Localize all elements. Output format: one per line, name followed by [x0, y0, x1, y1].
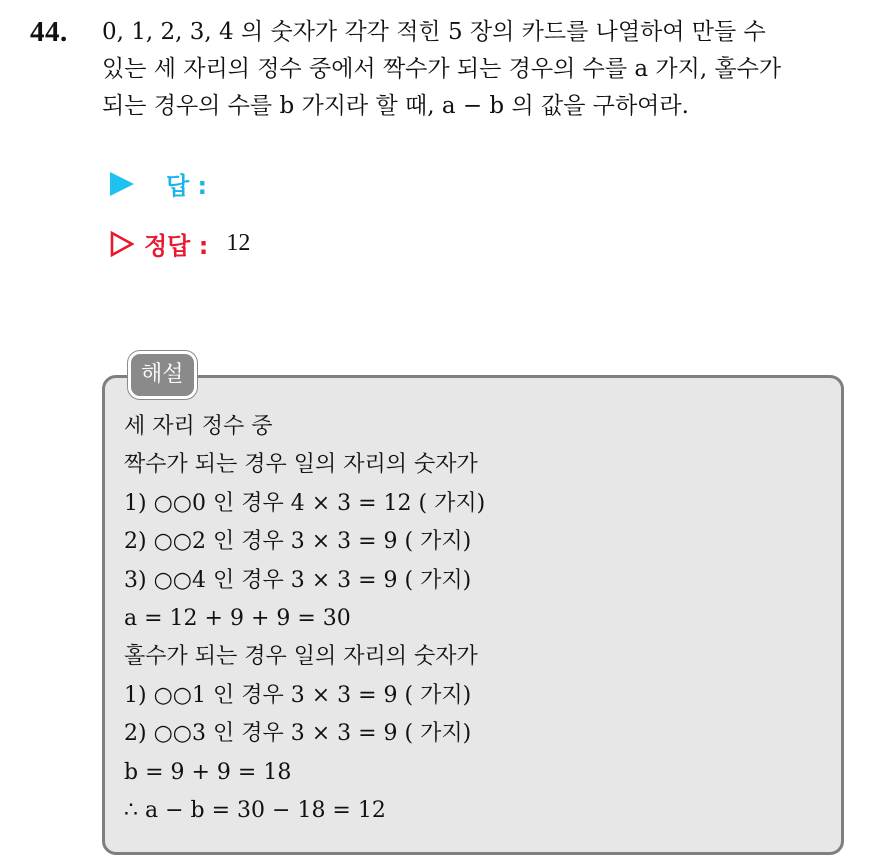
explanation-line: 3) ○○4 인 경우 3 × 3 = 9 ( 가지): [124, 567, 472, 593]
explanation-text: [124, 408, 824, 830]
explanation-line: 2) ○○3 인 경우 3 × 3 = 9 ( 가지): [124, 721, 472, 747]
explanation-line: 홀수가 되는 경우 일의 자리의 숫자가: [124, 644, 478, 670]
correct-answer-label: 정답 :: [144, 232, 209, 260]
explanation-line: b = 9 + 9 = 18: [124, 759, 292, 785]
question-number: 44.: [30, 16, 68, 48]
question-text: [102, 14, 872, 125]
explanation-line: 짝수가 되는 경우 일의 자리의 숫자가: [124, 452, 478, 478]
explanation-line: a = 12 + 9 + 9 = 30: [124, 606, 351, 632]
question-line: 되는 경우의 수를 b 가지라 할 때, a − b 의 값을 구하여라.: [102, 93, 689, 119]
outline-arrow-icon: [110, 231, 134, 257]
answer-blank-row: [110, 166, 207, 201]
explanation-line: 1) ○○0 인 경우 4 × 3 = 12 ( 가지): [124, 490, 486, 516]
question-line: 0, 1, 2, 3, 4 의 숫자가 각각 적힌 5 장의 카드를 나열하여 만들 수: [102, 19, 766, 45]
explanation-line: ∴ a − b = 30 − 18 = 12: [124, 798, 386, 824]
explanation-line: 세 자리 정수 중: [124, 414, 273, 439]
explanation-line: 2) ○○2 인 경우 3 × 3 = 9 ( 가지): [124, 529, 472, 555]
question-line: 있는 세 자리의 정수 중에서 짝수가 되는 경우의 수를 a 가지, 홀수가: [102, 56, 782, 82]
correct-answer-value: 12: [226, 230, 251, 256]
play-arrow-icon: [110, 172, 134, 196]
explanation-line: 1) ○○1 인 경우 3 × 3 = 9 ( 가지): [124, 682, 472, 708]
correct-answer-row: [110, 226, 250, 261]
answer-label: 답 :: [166, 172, 208, 200]
explanation-tag: 해설: [128, 351, 197, 399]
